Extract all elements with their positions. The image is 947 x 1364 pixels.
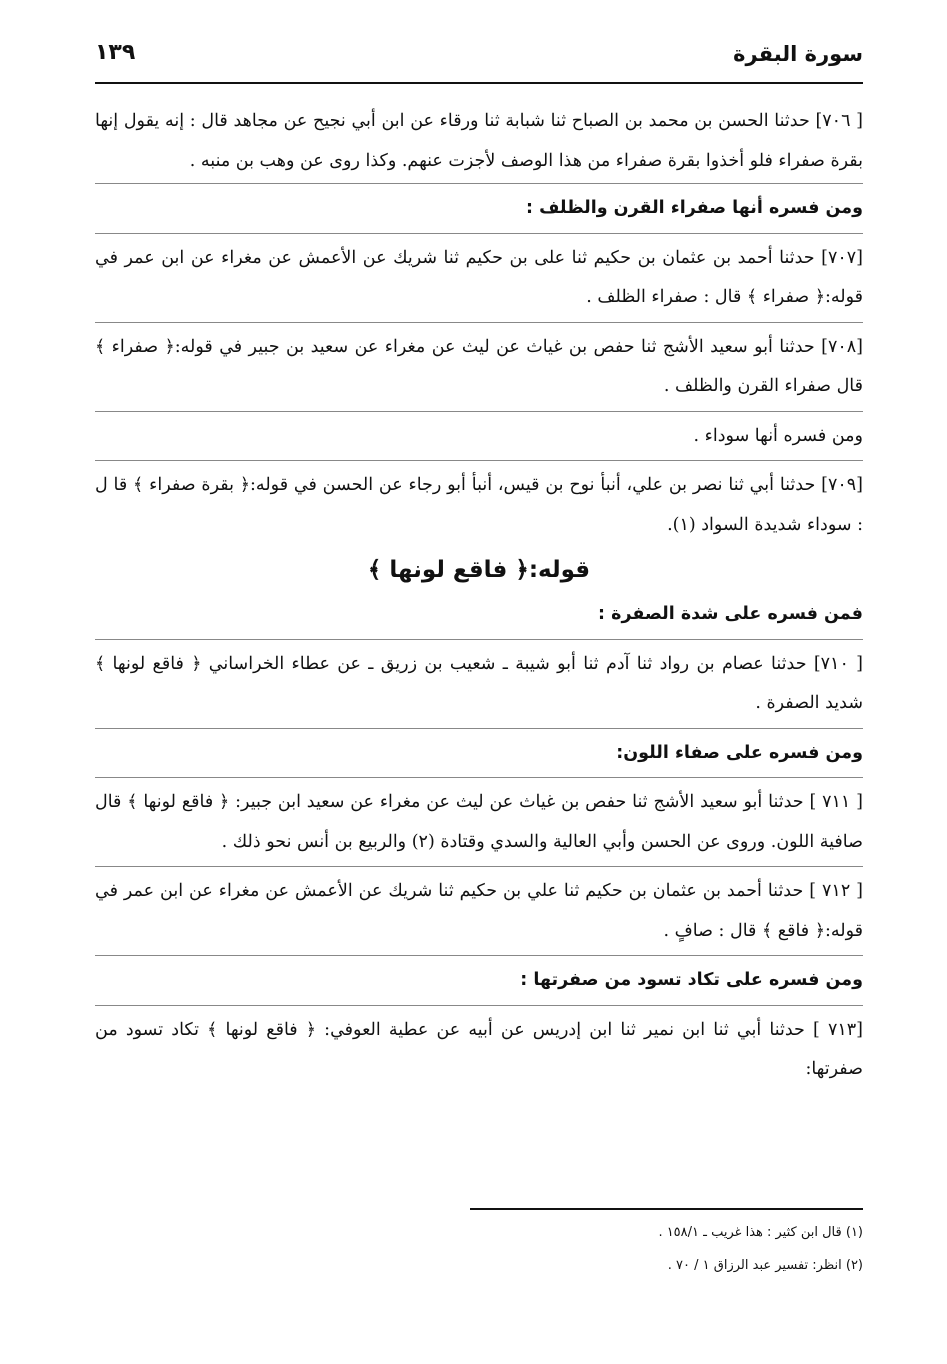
subheading-pure-color: ومن فسره على صفاء اللون: [616,742,863,763]
divider [95,1005,863,1006]
page-body [95,102,863,1090]
narration-713: [٧١٣ ] حدثنا أبي ثنا ابن نمير ثنا ابن إدريس عن أبيه عن عطية العوفي: ﴿ فاقع لونها ﴾ تكاد تسود من صفرتها: [95,1019,863,1079]
page-number: ١٣٩ [95,40,136,65]
narration-709: [٧٠٩] حدثنا أبي ثنا نصر بن علي، أنبأ نوح بن قيس، أنبأ أبو رجاء عن الحسن في قوله:﴿ بقرة صفراء ﴾ قا ل : سوداء شديدة السواد (١). [95,475,863,535]
section-title: قوله:﴿ فاقع لونها ﴾ [367,557,591,583]
line-black: ومن فسره أنها سوداء . [693,425,863,446]
divider [95,728,863,729]
page-header [95,38,863,84]
subheading-intense-yellow: فمن فسره على شدة الصفرة : [598,604,863,624]
divider [95,183,863,184]
divider [95,233,863,234]
narration-707: [٧٠٧] حدثنا أحمد بن عثمان بن حكيم ثنا على بن حكيم ثنا شريك عن الأعمش عن مغراء عن ابن عمر في قوله:﴿ صفراء ﴾ قال : صفراء الظلف . [95,247,863,307]
surah-title: سورة البقرة [733,42,863,66]
divider [95,322,863,323]
narration-712: [ ٧١٢ ] حدثنا أحمد بن عثمان بن حكيم ثنا علي بن حكيم ثنا شريك عن الأعمش عن مغراء عن ابن عمر في قوله:﴿ فاقع ﴾ قال : صافٍ . [95,881,864,941]
divider [95,866,863,867]
divider [95,639,863,640]
divider [95,955,863,956]
subheading-almost-black: ومن فسره على تكاد تسود من صفرتها : [520,970,863,990]
footnote-rule [470,1208,863,1210]
divider [95,777,863,778]
narration-708: [٧٠٨] حدثنا أبو سعيد الأشج ثنا حفص بن غياث عن ليث عن مغراء عن سعيد بن جبير في قوله:﴿ صفراء ﴾ قال صفراء القرن والظلف . [95,336,863,396]
narration-710: [ ٧١٠] حدثنا عصام بن رواد ثنا آدم ثنا أبو شيبة ـ شعيب بن زريق ـ عن عطاء الخراساني ﴿ فاقع لونها ﴾ شديد الصفرة . [95,653,863,713]
narration-706: [ ٧٠٦] حدثنا الحسن بن محمد بن الصباح ثنا شبابة ثنا ورقاء عن ابن أبي نجيح عن مجاهد قال : إنه يقول إنها بقرة صفراء فلو أخذوا بقرة صفراء من هذا الوصف لأجزت عنهم. وكذا روى عن وهب بن منبه . [95,111,864,171]
footnotes [95,1216,863,1282]
subheading-horn-hoof: ومن فسره أنها صفراء القرن والظلف : [526,198,863,218]
footnote-2: (٢) انظر: تفسير عبد الرزاق ١ / ٧٠ . [667,1258,863,1273]
footnote-1: (١) قال ابن كثير : هذا غريب ـ ١٥٨/١ . [658,1225,863,1240]
divider [95,411,863,412]
narration-711: [ ٧١١ ] حدثنا أبو سعيد الأشج ثنا حفص بن غياث عن ليث عن مغراء عن سعيد ابن جبير: ﴿ فاقع لونها ﴾ قال صافية اللون. وروى عن الحسن وأبي العالية والسدي وقتادة (٢) والربيع بن أنس نحو ذلك . [95,792,863,852]
divider [95,460,863,461]
